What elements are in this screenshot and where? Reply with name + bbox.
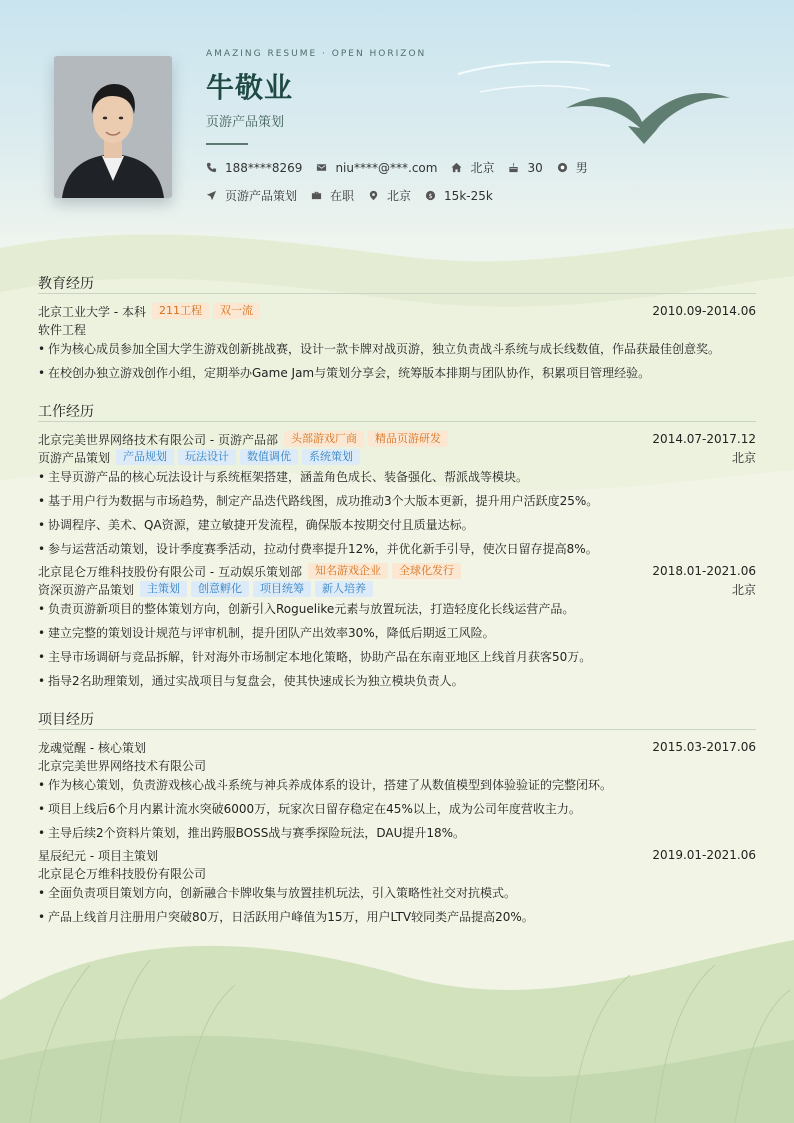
role: 页游产品策划	[38, 450, 111, 465]
role-tag: 系统策划	[302, 449, 360, 465]
education-major-row	[38, 320, 756, 338]
list-item: • 主导页游产品的核心玩法设计与系统框架搭建，涵盖角色成长、装备强化、帮派战等模块。	[38, 468, 756, 485]
education-section-rule	[38, 293, 756, 294]
project-entry-header	[38, 738, 756, 756]
email-item[interactable]	[316, 161, 437, 175]
hometown-text: 北京	[470, 161, 495, 175]
work-role-row	[38, 448, 756, 466]
list-item: • 产品上线首月注册用户突破80万，日活跃用户峰值为15万，用户LTV较同类产品提高20%。	[38, 908, 756, 925]
project-company: 北京昆仑万维科技股份有限公司	[38, 866, 207, 881]
work-section-rule	[38, 421, 756, 422]
company-tag: 头部游戏厂商	[284, 431, 364, 447]
location-pin-icon	[368, 190, 379, 201]
role: 资深页游产品策划	[38, 582, 135, 597]
profile-photo	[54, 56, 172, 198]
job-title: 页游产品策划	[206, 115, 285, 130]
role-tag: 新人培养	[315, 581, 373, 597]
age-item	[508, 161, 542, 175]
list-item: • 指导2名助理策划，通过实战项目与复盘会，使其快速成长为独立模块负责人。	[38, 672, 756, 689]
hometown-item	[451, 159, 494, 176]
status-item	[311, 187, 354, 204]
intent-position-text: 页游产品策划	[225, 189, 298, 203]
tagline: AMAZING RESUME · OPEN HORIZON	[206, 49, 427, 59]
role-tag: 数值调优	[240, 449, 298, 465]
salary-item	[425, 189, 493, 203]
company-tag: 精品页游研发	[368, 431, 448, 447]
home-icon	[451, 162, 462, 173]
role-tag: 创意孵化	[191, 581, 249, 597]
money-icon	[425, 190, 436, 201]
phone-icon	[206, 162, 217, 173]
list-item: • 建立完整的策划设计规范与评审机制，提升团队产出效率30%，降低后期返工风险。	[38, 624, 756, 641]
list-item: • 协调程序、美术、QA资源，建立敏捷开发流程，确保版本按期交付且质量达标。	[38, 516, 756, 533]
company-tag: 知名游戏企业	[308, 563, 388, 579]
intent-city-item	[368, 187, 411, 204]
briefcase-icon	[311, 190, 322, 201]
list-item: • 基于用户行为数据与市场趋势，制定产品迭代路线图，成功推动3个大版本更新，提升用户活跃度25%。	[38, 492, 756, 509]
education-entry-header	[38, 302, 756, 320]
mail-icon	[316, 162, 327, 173]
list-item: • 在校创办独立游戏创作小组，定期举办Game Jam与策划分享会，统筹版本排期与团队协作，积累项目管理经验。	[38, 364, 756, 381]
phone-item[interactable]	[206, 161, 302, 175]
work-city: 北京	[731, 582, 756, 597]
salary-text: 15k-25k	[444, 188, 493, 203]
intent-position-item	[206, 187, 297, 204]
gender-item	[557, 159, 588, 176]
list-item: • 主导市场调研与竞品拆解，针对海外市场制定本地化策略，协助产品在东南亚地区上线首月获客50万。	[38, 648, 756, 665]
major: 软件工程	[38, 322, 87, 337]
candidate-name: 牛敬业	[206, 71, 294, 104]
work-city: 北京	[731, 450, 756, 465]
work-date: 2014.07-2017.12	[652, 432, 756, 446]
work-date: 2018.01-2021.06	[652, 564, 756, 578]
role-tag: 产品规划	[116, 449, 174, 465]
role-tag: 玩法设计	[178, 449, 236, 465]
list-item: • 作为核心成员参加全国大学生游戏创新挑战赛，设计一款卡牌对战页游，独立负责战斗系统与成长线数值，作品获最佳创意奖。	[38, 340, 756, 357]
project-role: 星辰纪元 - 项目主策划	[38, 848, 158, 863]
projects-section-title: 项目经历	[38, 712, 94, 728]
list-item: • 负责页游新项目的整体策划方向，创新引入Roguelike元素与放置玩法，打造轻度化长线运营产品。	[38, 600, 756, 617]
job-intent-row	[206, 187, 507, 204]
list-item: • 参与运营活动策划，设计季度赛季活动，拉动付费率提升12%，并优化新手引导，使次日留存提高8%。	[38, 540, 756, 557]
status-text: 在职	[330, 189, 355, 203]
send-icon	[206, 190, 217, 201]
project-company-row	[38, 864, 756, 882]
company-tag: 全球化发行	[392, 563, 461, 579]
company-department: 北京昆仑万维科技股份有限公司 - 互动娱乐策划部	[38, 564, 302, 579]
list-item: • 作为核心策划，负责游戏核心战斗系统与神兵养成体系的设计，搭建了从数值模型到体验验证的完整闭环。	[38, 776, 756, 793]
project-date: 2015.03-2017.06	[652, 740, 756, 754]
education-date: 2010.09-2014.06	[652, 304, 756, 318]
list-item: • 项目上线后6个月内累计流水突破6000万，玩家次日留存稳定在45%以上，成为公司年度营收主力。	[38, 800, 756, 817]
school-degree: 北京工业大学 - 本科	[38, 304, 146, 319]
project-entry-header	[38, 846, 756, 864]
project-company-row	[38, 756, 756, 774]
work-section-title: 工作经历	[38, 404, 94, 420]
role-tag: 项目统筹	[253, 581, 311, 597]
svg-text:$: $	[428, 191, 433, 200]
contact-info-row	[206, 159, 602, 176]
project-date: 2019.01-2021.06	[652, 848, 756, 862]
phone-text: 188****8269	[225, 160, 303, 175]
email-text: niu****@***.com	[335, 160, 438, 175]
education-section-title: 教育经历	[38, 276, 94, 292]
age-text: 30	[527, 160, 543, 175]
list-item: • 主导后续2个资料片策划，推出跨服BOSS战与赛季探险玩法，DAU提升18%。	[38, 824, 756, 841]
company-department: 北京完美世界网络技术有限公司 - 页游产品部	[38, 432, 278, 447]
work-entry-header	[38, 562, 756, 580]
work-role-row	[38, 580, 756, 598]
gender-text: 男	[575, 161, 588, 175]
cake-icon	[508, 162, 519, 173]
role-tag: 主策划	[140, 581, 187, 597]
portrait-illustration	[54, 56, 172, 198]
work-entry-header	[38, 430, 756, 448]
project-role: 龙魂觉醒 - 核心策划	[38, 740, 146, 755]
gender-icon	[557, 162, 568, 173]
school-tag: 211工程	[152, 303, 209, 319]
school-tag: 双一流	[213, 303, 260, 319]
list-item: • 全面负责项目策划方向，创新融合卡牌收集与放置挂机玩法，引入策略性社交对抗模式。	[38, 884, 756, 901]
projects-section-rule	[38, 729, 756, 730]
project-company: 北京完美世界网络技术有限公司	[38, 758, 207, 773]
intent-city-text: 北京	[387, 189, 412, 203]
title-underline	[206, 143, 248, 145]
